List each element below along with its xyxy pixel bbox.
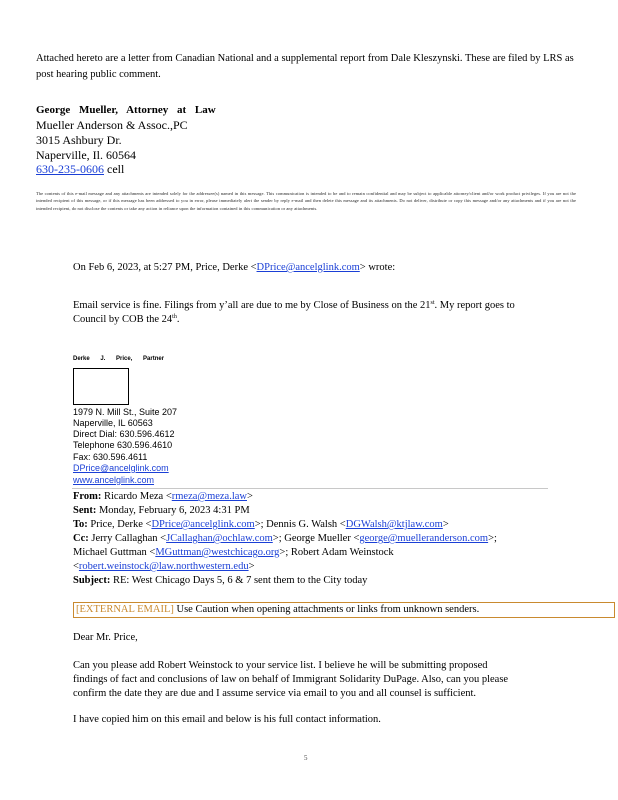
header-to-label: To: — [73, 519, 88, 530]
header-from-name: Ricardo Meza < — [101, 491, 172, 502]
quote-address1: 1979 N. Mill St., Suite 207 — [73, 407, 178, 417]
signature-phone-suffix: cell — [107, 162, 125, 176]
header-cc-email3-link[interactable]: MGuttman@westchicago.org — [155, 547, 280, 558]
quote-body-part2: . My report goes to — [434, 300, 515, 311]
signature-name: George Mueller, Attorney at Law — [36, 104, 216, 116]
header-to-email1-link[interactable]: DPrice@ancelglink.com — [151, 519, 255, 530]
header-divider — [72, 488, 548, 489]
signature-city: Naperville, Il. 60564 — [36, 148, 136, 162]
header-sent-value: Monday, February 6, 2023 4:31 PM — [96, 505, 250, 516]
header-subject-value: RE: West Chicago Days 5, 6 & 7 sent them to the City today — [110, 575, 368, 586]
quote-body-part2b: Council by COB the 24 — [73, 314, 173, 325]
header-subject — [73, 575, 367, 586]
external-email-tag: [EXTERNAL EMAIL] — [76, 604, 174, 615]
header-cc-name4: >; Robert Adam Weinstock — [279, 547, 394, 558]
header-from-label: From: — [73, 491, 102, 502]
message-para1-line1: Can you please add Robert Weinstock to your service list. I believe he will be submitting proposed — [73, 660, 488, 671]
header-to-name1: Price, Derke < — [87, 519, 152, 530]
quote-body-line1 — [73, 300, 515, 311]
confidentiality-disclaimer: The contents of this e-mail message and any attachments are intended solely for the addressee(s) named in this message. This communication is intended to be and to remain confidential and may be subject to applicable attorney/client and/or work product privileges. If you are not the intended recipient of this message, or if this message has been addressed to you in error, please immediately alert the sender by reply e-mail and then delete this message and its attachments. Do not deliver, distribute or copy this message and/or any attachments and if you are not the intended recipient, do not disclose the contents or take any action in reliance upon the information contained in this communication or any attachments. — [36, 191, 576, 211]
header-cc-name2: >; George Mueller < — [272, 533, 360, 544]
quote-address2: Naperville, IL 60563 — [73, 418, 153, 428]
message-para1-line3: confirm the date they are due and I assume service via email to you and all counsel is sufficient. — [73, 688, 477, 699]
signature-phone-link[interactable]: 630-235-0606 — [36, 162, 104, 176]
header-sent-label: Sent: — [73, 505, 97, 516]
quote-website-link[interactable]: www.ancelglink.com — [73, 475, 155, 485]
quote-body-part3: . — [176, 314, 180, 325]
external-email-text — [76, 604, 479, 615]
header-cc-email4-link[interactable]: robert.weinstock@law.northwestern.edu — [78, 561, 249, 572]
header-from — [73, 491, 253, 502]
message-para2: I have copied him on this email and below is his full contact information. — [73, 714, 381, 725]
intro-text: Attached hereto are a letter from Canadian National and a supplemental report from Dale Kleszynski. These are filed by LRS as post hearing public comment. — [36, 53, 574, 80]
signature-street: 3015 Ashbury Dr. — [36, 133, 122, 147]
quote-body-sup2: th — [172, 314, 177, 320]
header-to-end: > — [442, 519, 449, 530]
message-greeting: Dear Mr. Price, — [73, 632, 138, 643]
header-to — [73, 519, 449, 530]
quote-telephone: Telephone 630.596.4610 — [73, 440, 173, 450]
quote-signature-name: Derke J. Price, Partner — [73, 356, 165, 362]
firm-logo-placeholder — [73, 368, 129, 405]
header-cc-name1: Jerry Callaghan < — [88, 533, 167, 544]
header-to-email2-link[interactable]: DGWalsh@ktjlaw.com — [345, 519, 443, 530]
header-cc-label: Cc: — [73, 533, 89, 544]
header-cc-email2-link[interactable]: george@muelleranderson.com — [359, 533, 489, 544]
signature-phone-line — [36, 162, 124, 177]
quote-header — [73, 262, 395, 273]
external-email-warning: Use Caution when opening attachments or links from unknown senders. — [173, 604, 480, 615]
header-sent — [73, 505, 250, 516]
header-cc-line2 — [73, 547, 394, 558]
header-cc-email1-link[interactable]: JCallaghan@ochlaw.com — [166, 533, 273, 544]
header-cc-line3 — [73, 561, 255, 572]
quote-header-suffix: > wrote: — [359, 262, 396, 273]
quote-email-link[interactable]: DPrice@ancelglink.com — [73, 463, 169, 473]
signature-firm: Mueller Anderson & Assoc.,PC — [36, 118, 188, 132]
header-cc-end: > — [248, 561, 255, 572]
header-cc-line1-end: >; — [488, 533, 497, 544]
header-to-name2: >; Dennis G. Walsh < — [254, 519, 346, 530]
page-number: 5 — [304, 754, 308, 762]
header-from-email-link[interactable]: rmeza@meza.law — [171, 491, 247, 502]
header-cc-name3: Michael Guttman < — [73, 547, 156, 558]
header-from-end: > — [247, 491, 253, 502]
quote-fax: Fax: 630.596.4611 — [73, 452, 148, 462]
header-subject-label: Subject: — [73, 575, 111, 586]
quote-direct-dial: Direct Dial: 630.596.4612 — [73, 429, 175, 439]
header-cc-open4: < — [73, 561, 79, 572]
message-para1-line2: findings of fact and conclusions of law on behalf of Immigrant Solidarity DuPage. Also, can you please — [73, 674, 509, 685]
header-cc-line1 — [73, 533, 497, 544]
quote-body-sup1: st — [430, 300, 435, 306]
quote-header-prefix: On Feb 6, 2023, at 5:27 PM, Price, Derke < — [73, 262, 257, 273]
quote-header-email-link[interactable]: DPrice@ancelglink.com — [256, 262, 360, 273]
quote-body-line2 — [73, 314, 179, 325]
quote-body-part1: Email service is fine. Filings from y’all are due to me by Close of Business on the 21 — [73, 300, 431, 311]
